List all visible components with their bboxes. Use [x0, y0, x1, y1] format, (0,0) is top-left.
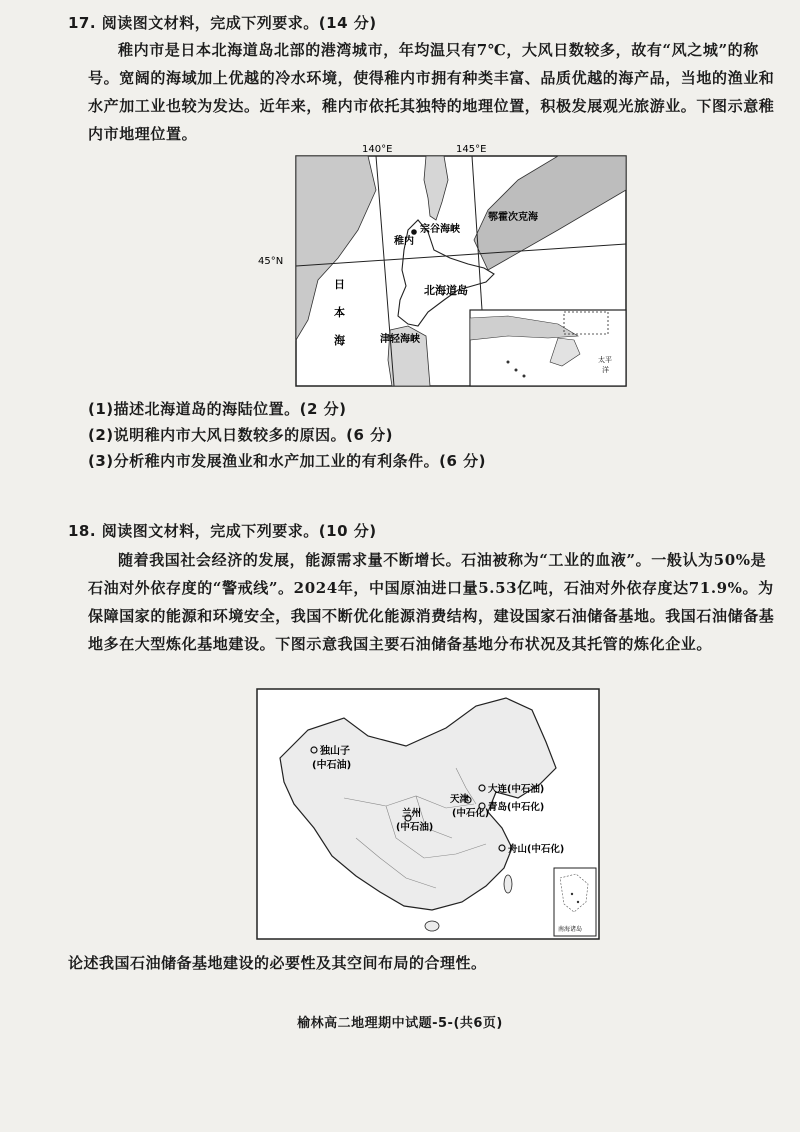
label-inset: 南海诸岛	[558, 926, 583, 933]
inset-island-dot	[507, 361, 510, 364]
label-soya-strait: 宗谷海峡	[420, 224, 460, 235]
q18-paragraph: 随着我国社会经济的发展，能源需求量不断增长。石油被称为“工业的血液”。一般认为50%是石油对外依存度的“警戒线”。2024年，中国原油进口量5.53亿吨，石油对外依存度达71.9%。为保障国家的能源和环境安全，我国不断优化能源消费结构，建设国家石油储备基地。我国石油储备基地多在大型炼化基地建设。下图示意我国主要石油储备基地分布状况及其托管的炼化企业。	[88, 551, 775, 653]
label-140e: 140°E	[362, 144, 393, 155]
label-tianjin-operator: (中石化)	[452, 808, 490, 819]
island-dot	[577, 901, 579, 903]
label-dalian: 大连(中石油)	[488, 784, 545, 795]
page-footer: 榆林高二地理期中试题-5-(共6页)	[297, 1016, 503, 1031]
wakkanai-marker	[411, 229, 417, 235]
label-145e: 145°E	[456, 144, 487, 155]
label-pacific-1: 太平	[598, 356, 612, 364]
inset-island-dot	[515, 369, 518, 372]
q17-question-1: (1)描述北海道岛的海陆位置。(2 分)	[88, 400, 347, 418]
label-sea-of-japan-3: 海	[334, 334, 345, 347]
taiwan-island	[504, 875, 512, 893]
label-dushanzi: 独山子	[320, 746, 350, 757]
label-pacific-2: 洋	[602, 366, 609, 374]
label-sea-of-japan-2: 本	[334, 306, 345, 319]
q17-question-2: (2)说明稚内市大风日数较多的原因。(6 分)	[88, 426, 394, 444]
label-lanzhou: 兰州	[402, 808, 422, 819]
label-hokkaido: 北海道岛	[424, 284, 468, 297]
q17-title: 17. 阅读图文材料，完成下列要求。(14 分)	[68, 14, 377, 32]
label-okhotsk: 鄂霍次克海	[488, 212, 538, 223]
label-zhoushan: 舟山(中石化)	[508, 844, 565, 855]
label-sea-of-japan-1: 日	[334, 278, 345, 291]
label-tianjin: 天津	[450, 794, 470, 805]
china-map	[256, 688, 600, 940]
inset-island-dot	[523, 375, 526, 378]
q17-question-3: (3)分析稚内市发展渔业和水产加工业的有利条件。(6 分)	[88, 452, 487, 470]
q18-question: 论述我国石油储备基地建设的必要性及其空间布局的合理性。	[68, 954, 487, 972]
label-tsugaru-strait: 津轻海峡	[380, 334, 420, 345]
label-dushanzi-operator: (中石油)	[312, 760, 352, 771]
island-dot	[571, 893, 573, 895]
hainan-island	[425, 921, 439, 931]
q17-paragraph: 稚内市是日本北海道岛北部的港湾城市，年均温只有7℃，大风日数较多，故有“风之城”的称号。宽阔的海域加上优越的冷水环境，使得稚内市拥有种类丰富、品质优越的海产品，当地的渔业和水产加工业也较为发达。近年来，稚内市依托其独特的地理位置，积极发展观光旅游业。下图示意稚内市地理位置。	[88, 41, 775, 143]
hokkaido-map	[258, 140, 638, 388]
label-45n: 45°N	[258, 256, 284, 267]
label-lanzhou-operator: (中石油)	[396, 822, 434, 833]
label-wakkanai: 稚内	[394, 236, 414, 247]
label-qingdao: 青岛(中石化)	[488, 802, 545, 813]
q18-title: 18. 阅读图文材料，完成下列要求。(10 分)	[68, 522, 377, 540]
